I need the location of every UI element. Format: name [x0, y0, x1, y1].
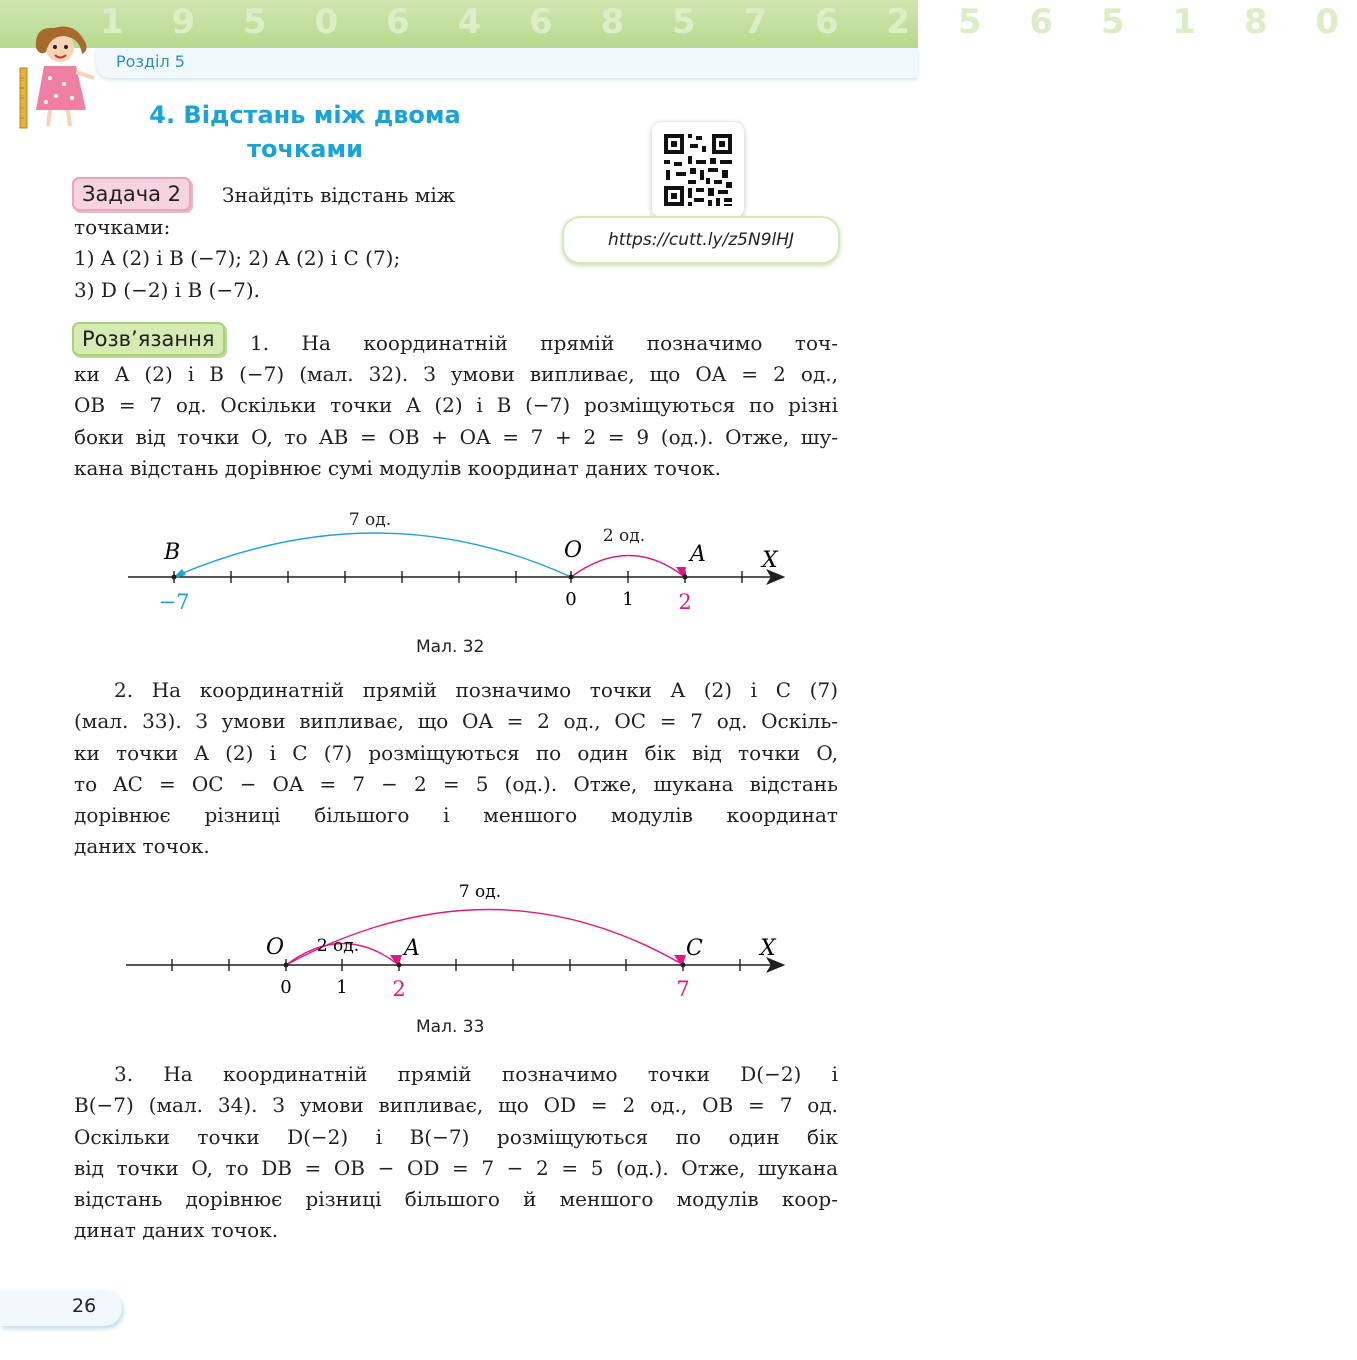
coord-1: 1 [336, 977, 348, 998]
origin-label: O [564, 538, 583, 563]
solution-label: Розв’язання [72, 322, 225, 356]
figure-33-number-line [120, 875, 800, 1005]
figure-32-number-line [120, 505, 800, 620]
paragraph-line: від точки O, то DB = OB − OD = 7 − 2 = 5 (од.). Отже, шукана [74, 1155, 838, 1180]
page-number: 26 [72, 1295, 97, 1317]
paragraph-line: кана відстань дорівнює сумі модулів координат даних точок. [74, 455, 722, 480]
origin-label: O [266, 935, 285, 960]
qr-card[interactable] [652, 122, 744, 218]
paragraph-line: (мал. 33). З умови випливає, що OA = 2 од., OC = 7 од. Оскіль- [74, 709, 838, 734]
coord-minus-7: −7 [158, 590, 190, 614]
page-number-tab [0, 1290, 122, 1326]
paragraph-line: то AC = OC − OA = 7 − 2 = 5 (од.). Отже, шукана відстань [74, 771, 838, 796]
section-label: Розділ 5 [116, 52, 185, 71]
section-tab [96, 48, 918, 78]
solution-paragraph-1-cont [74, 359, 838, 484]
task-label: Задача 2 [72, 177, 191, 211]
arc-label-7: 7 од. [348, 510, 392, 530]
axis-X-label: X [762, 548, 778, 573]
task-text: 3) D (−2) і B (−7). [74, 277, 260, 302]
point-B-label: B [164, 540, 181, 565]
coord-0: 0 [565, 589, 577, 610]
solution-paragraph-1 [250, 328, 838, 359]
paragraph-line: 2. На координатній прямій позначимо точки A (2) і C (7) [114, 678, 838, 702]
point-A-label: A [690, 542, 706, 567]
paragraph-line: ки A (2) і B (−7) (мал. 32). З умови випливає, що OA = 2 од., [74, 362, 838, 386]
point-A-label: A [404, 936, 420, 961]
arc-label-2: 2 од. [316, 936, 360, 956]
paragraph-line: боки від точки O, то AB = OB + OA = 7 + 2 = 9 (од.). Отже, шу- [74, 424, 838, 449]
banner-digits: 1 9 5 0 6 4 6 8 5 7 6 2 5 6 5 1 8 0 [100, 2, 1357, 42]
figure-33-caption: Мал. 33 [416, 1017, 485, 1037]
qr-url-link[interactable]: https://cutt.ly/z5N9lHJ [562, 216, 840, 264]
coord-1: 1 [622, 589, 634, 610]
paragraph-line: ки точки A (2) і C (7) розміщуються по один бік від точки O, [74, 740, 838, 765]
paragraph-line: дорівнює різниці більшого і меншого модулів координат [74, 803, 838, 828]
arc-label-7: 7 од. [458, 882, 502, 902]
header-banner [0, 0, 1357, 48]
coord-2: 2 [678, 590, 692, 614]
task-text: точками: [74, 215, 171, 239]
task-body [74, 212, 514, 306]
solution-paragraph-3 [74, 1059, 838, 1247]
task-line-1 [222, 180, 455, 211]
point-C-label: C [686, 936, 703, 961]
paragraph-line: відстань дорівнює різниці більшого й меншого модулів коор- [74, 1187, 838, 1212]
girl-illustration [14, 18, 104, 130]
coord-0: 0 [280, 977, 292, 998]
solution-paragraph-2 [74, 675, 838, 863]
axis-X-label: X [760, 936, 776, 961]
coord-2: 2 [392, 977, 406, 1001]
paragraph-line: B(−7) (мал. 34). З умови випливає, що OD = 2 од., OB = 7 од. [74, 1093, 838, 1118]
paragraph-line: даних точок. [74, 834, 210, 859]
figure-32-caption: Мал. 32 [416, 637, 485, 657]
paragraph-line: 3. На координатній прямій позначимо точки D(−2) і [114, 1062, 838, 1086]
task-text: Знайдіть відстань між [222, 183, 456, 207]
paragraph-line: OB = 7 од. Оскільки точки A (2) і B (−7) розміщуються по різні [74, 393, 838, 418]
section-title: 4. Відстань між двома точками [149, 101, 461, 163]
qr-code-icon [652, 122, 744, 218]
task-text: 1) A (2) і B (−7); 2) A (2) і C (7); [74, 246, 401, 271]
arc-label-2: 2 од. [602, 526, 646, 546]
paragraph-line: динат даних точок. [74, 1218, 279, 1243]
paragraph-line: 1. На координатній прямій позначимо точ- [250, 331, 838, 355]
coord-7: 7 [676, 977, 690, 1001]
paragraph-line: Оскільки точки D(−2) і B(−7) розміщуються по один бік [74, 1124, 838, 1149]
